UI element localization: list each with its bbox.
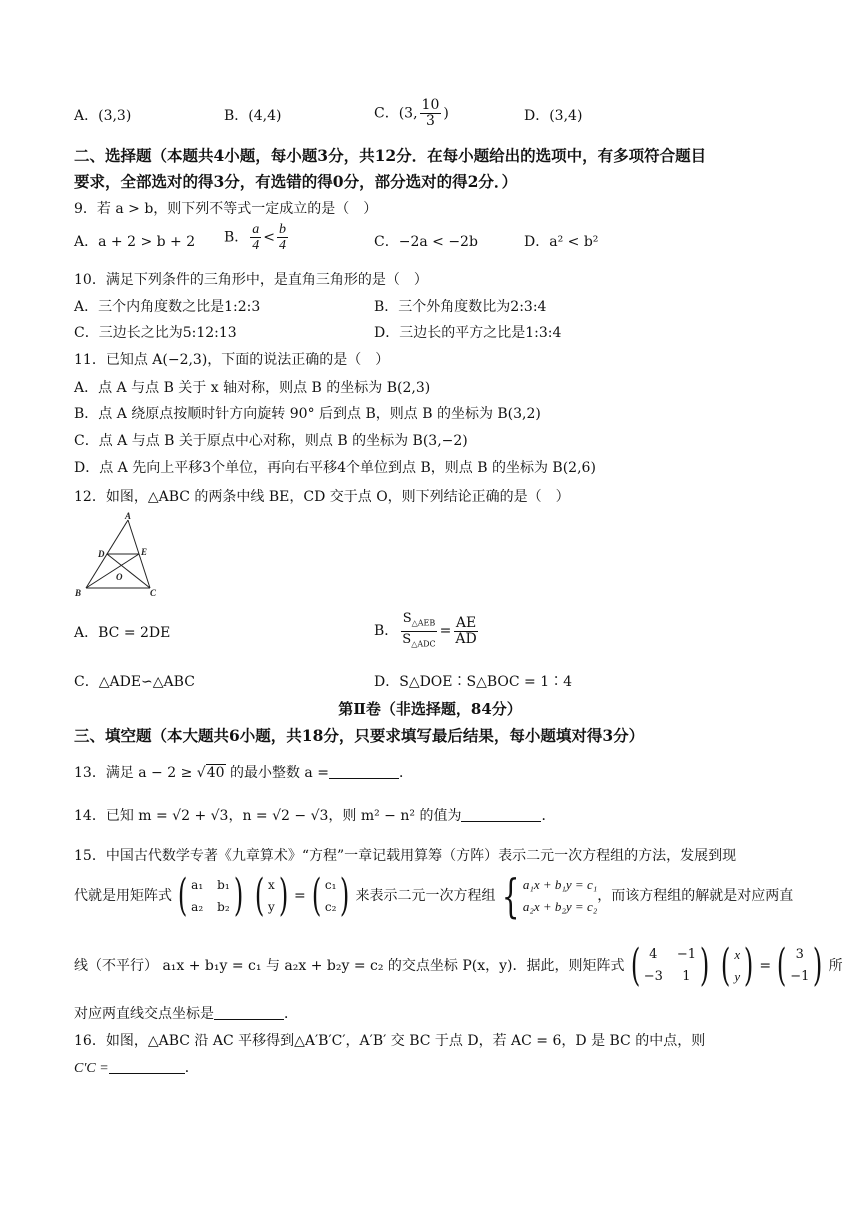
median-be [86,554,139,588]
median-cd [107,554,150,588]
q15-const-vector: ( c₁ c₂ ) [311,870,350,921]
q8-option-a: A．(3,3) [74,108,132,124]
part2-title: 第Ⅱ卷（非选择题，84分） [338,700,522,718]
q9-option-d: D．a² < b² [524,234,599,250]
q15-coeff-matrix: ( a₁ b₁ a₂ b₂ ) [177,870,243,921]
q15-var-vector: ( x y ) [254,870,289,921]
q10-option-b: B．三个外角度数比为2:3:4 [374,299,547,315]
label-e: E [141,547,148,557]
label-o: O [116,572,123,582]
q15-numeric-matrix: ( 4 −1 −3 1 ) [630,940,710,991]
q15-line1: 15．中国古代数学专著《九章算术》“方程”一章记载用算筹（方阵）表示二元一次方程组的方法，发展到现 [74,848,737,864]
q10-stem: 10．满足下列条件的三角形中，是直角三角形的是（ ） [74,272,428,288]
q11-option-d: D．点 A 先向上平移3个单位，再向右平移4个单位到点 B，则点 B 的坐标为 B(2,6) [74,460,596,476]
q15-line4: 对应两直线交点坐标是 ． [74,1006,298,1022]
label-c: C [150,588,157,598]
q11-option-a: A．点 A 与点 B 关于 x 轴对称，则点 B 的坐标为 B(2,3) [74,380,431,396]
q9-option-c: C．−2a < −2b [374,234,478,250]
q15-numeric-const-vector: ( 3 −1 ) [776,940,823,991]
section2-heading-line2: 要求，全部选对的得3分，有选错的得0分，部分选对的得2分．） [74,172,518,191]
q11-option-c: C．点 A 与点 B 关于原点中心对称，则点 B 的坐标为 B(3,−2) [74,433,468,449]
q12-stem: 12．如图，△ABC 的两条中线 BE，CD 交于点 O，则下列结论正确的是（ ） [74,489,570,505]
label-b: B [75,588,82,598]
q16-line1: 16．如图，△ABC 沿 AC 平移得到△A′B′C′，A′B′ 交 BC 于点 D，若 AC = 6，D 是 BC 的中点，则 [74,1033,706,1049]
q12-option-b: B． $\frac{S_{\triangle AEB}}{S_{\triangle ADC}}$ = $\frac{AE}{AD}$ [374,611,477,649]
q10-option-a: A．三个内角度数之比是1:2:3 [74,299,261,315]
q9-option-b: B． $\frac{a}{4}$ < $\frac{b}{4}$ [224,222,287,253]
q13-line: 13．满足 a − 2 ≥ √40 的最小整数 a = ． [74,765,413,781]
q11-option-b: B．点 A 绕原点按顺时针方向旋转 90° 后到点 B，则点 B 的坐标为 B(3,2) [74,406,541,422]
q10-option-d: D．三边长的平方之比是1:3:4 [374,325,562,341]
q15-answer-blank[interactable] [214,1005,284,1020]
q9-option-a: A．a + 2 > b + 2 [74,234,196,250]
section3-heading: 三、填空题（本大题共6小题，共18分，只要求填写最后结果，每小题填对得3分） [74,726,645,745]
q9-stem: 9．若 a > b，则下列不等式一定成立的是（ ） [74,201,378,217]
q14-answer-blank[interactable] [461,807,541,822]
q12-option-c: C．△ADE∽△ABC [74,674,195,690]
q12-triangle-figure [74,512,164,598]
label-a: A [125,512,132,521]
q15-line2: 代就是用矩阵式 ( a₁ b₁ a₂ b₂ ) ( x y ) = ( c₁ c₂ ) 来表示二元一次方程组 { a₁x + b₁y = c₁ a₂x + b₂y = c₂ ，而该方程组的解就是对应两直 [74,869,794,923]
section2-heading-line1: 二、选择题（本题共4小题，每小题3分，共12分．在每小题给出的选项中，有多项符合题目 [74,146,707,165]
q10-option-c: C．三边长之比为5:12:13 [74,325,237,341]
q14-line: 14．已知 m = √2 + √3，n = √2 − √3，则 m² − n² 的值为 ． [74,808,556,824]
q13-answer-blank[interactable] [329,764,399,779]
q15-equation-system: { a₁x + b₁y = c₁ a₂x + b₂y = c₂ [501,869,598,923]
q8-option-c: C．(3, $\frac{10}{3}$ ) [374,97,449,129]
q11-stem: 11．已知点 A(−2,3)，下面的说法正确的是（ ） [74,352,390,368]
q12-option-a: A．BC = 2DE [74,625,171,641]
q8-option-d: D．(3,4) [524,108,583,124]
q16-answer-blank[interactable] [109,1059,185,1074]
q8-option-b: B．(4,4) [224,108,282,124]
q16-line2: C′C = ． [74,1060,199,1076]
q15-line3: 线（不平行） a₁x + b₁y = c₁ 与 a₂x + b₂y = c₂ 的交点坐标 P(x，y)．据此，则矩阵式 ( 4 −1 −3 1 ) ( x y ) = ( 3 −1 ) 所 [74,940,843,991]
q12-option-d: D．S△DOE∶S△BOC = 1∶4 [374,674,573,690]
q8-c-fraction: $\frac{10}{3}$ [421,97,440,129]
label-d: D [98,549,105,559]
q15-numeric-var-vector: ( x y ) [721,940,754,991]
